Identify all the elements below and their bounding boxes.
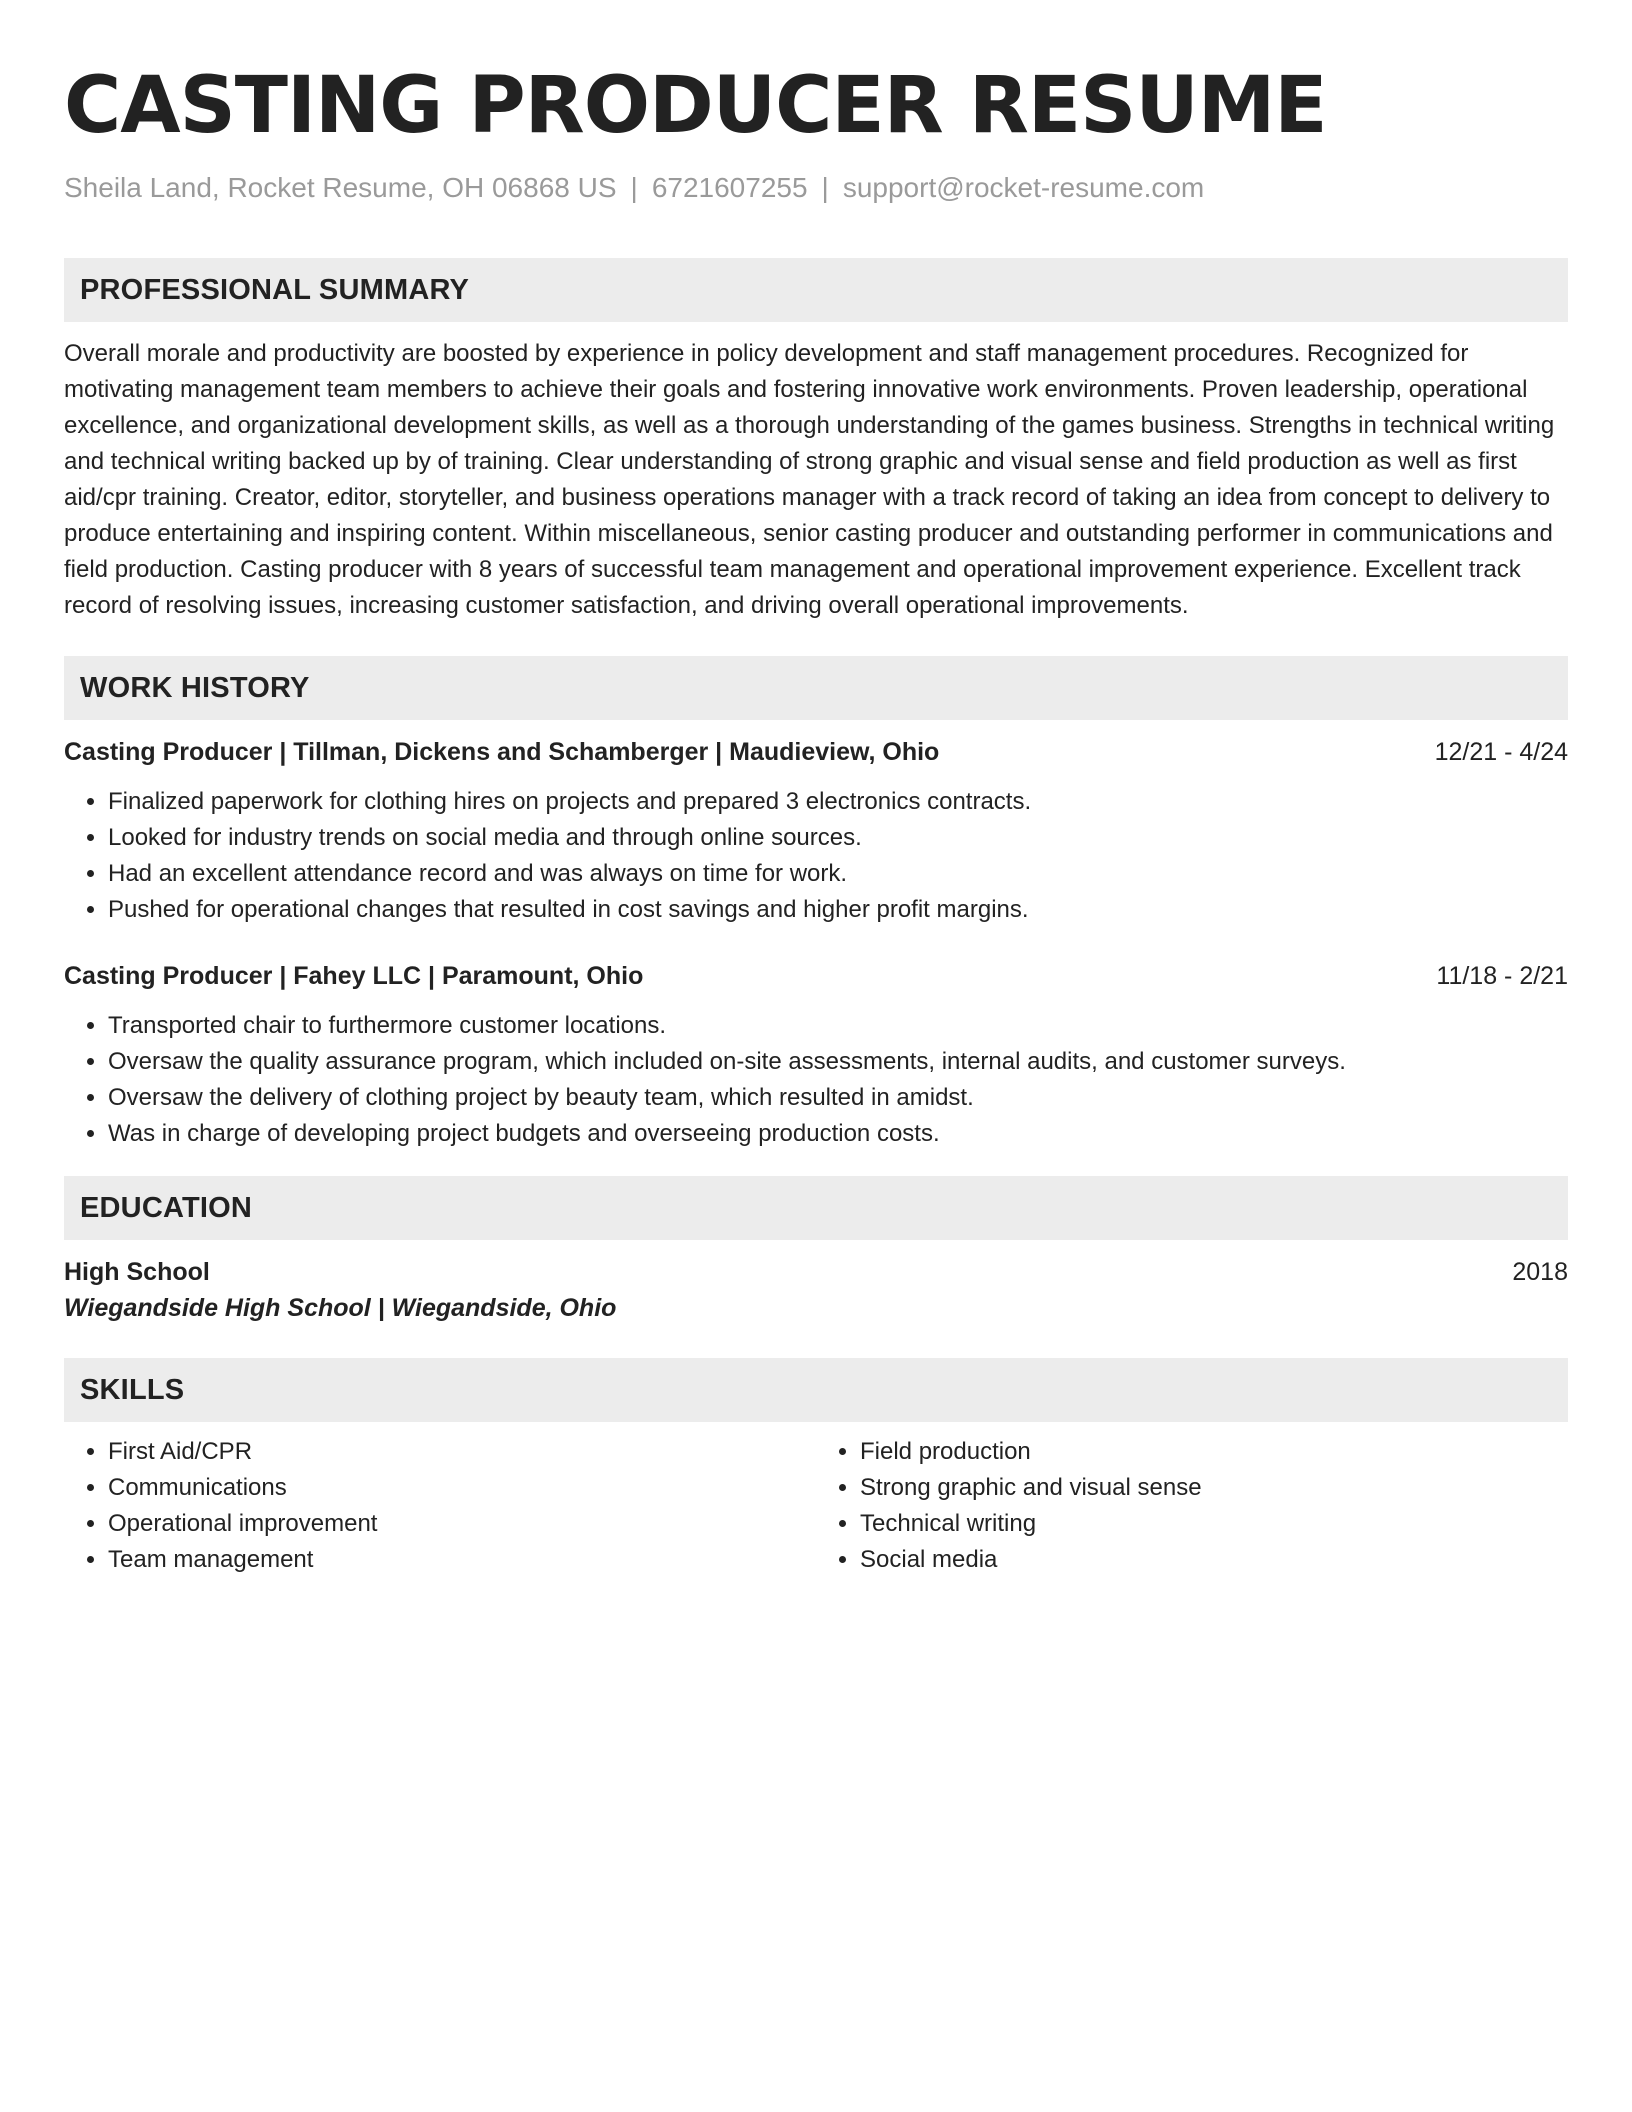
job-bullet: • Oversaw the delivery of clothing project by beauty team, which resulted in amidst. [108, 1080, 1568, 1116]
skill-item: • Field production [860, 1434, 1568, 1470]
job-dates: 12/21 - 4/24 [1434, 738, 1568, 766]
skill-item: • First Aid/CPR [108, 1434, 816, 1470]
skills-column-left [64, 1434, 816, 1578]
section-heading-skills [64, 1358, 1568, 1422]
resume-title: CASTING PRODUCER RESUME [64, 61, 1327, 151]
education-year: 2018 [1512, 1258, 1568, 1286]
contact-separator: | [821, 172, 829, 203]
job-dates: 11/18 - 2/21 [1436, 962, 1568, 990]
contact-address: Sheila Land, Rocket Resume, OH 06868 US [64, 172, 617, 203]
education-entry [64, 1254, 1568, 1326]
job-entry [64, 734, 1568, 928]
section-heading-label: PROFESSIONAL SUMMARY [80, 273, 470, 306]
education-header [64, 1254, 1568, 1290]
education-degree: High School [64, 1258, 210, 1286]
contact-phone: 6721607255 [651, 172, 808, 203]
skills-list [64, 1434, 816, 1578]
skill-item: • Technical writing [860, 1506, 1568, 1542]
job-bullets [64, 1008, 1568, 1152]
job-bullet: • Finalized paperwork for clothing hires on projects and prepared 3 electronics contracts. [108, 784, 1568, 820]
section-heading-education [64, 1176, 1568, 1240]
skill-item: • Team management [108, 1542, 816, 1578]
section-heading-label: WORK HISTORY [80, 671, 310, 704]
skills-grid [64, 1434, 1568, 1578]
job-header [64, 958, 1568, 994]
skill-item: • Communications [108, 1470, 816, 1506]
job-bullet: • Pushed for operational changes that resulted in cost savings and higher profit margins. [108, 892, 1568, 928]
skill-item: • Strong graphic and visual sense [860, 1470, 1568, 1506]
section-heading-work-history [64, 656, 1568, 720]
section-heading-label: SKILLS [80, 1373, 185, 1406]
job-bullet: • Oversaw the quality assurance program, which included on-site assessments, internal audits, and customer surveys. [108, 1044, 1568, 1080]
job-bullet: • Was in charge of developing project budgets and overseeing production costs. [108, 1116, 1568, 1152]
job-entry [64, 958, 1568, 1152]
job-bullet: • Had an excellent attendance record and was always on time for work. [108, 856, 1568, 892]
contact-email: support@rocket-resume.com [842, 172, 1205, 203]
skills-list [816, 1434, 1568, 1578]
education-school: Wiegandside High School | Wiegandside, Ohio [64, 1294, 617, 1322]
contact-separator: | [630, 172, 638, 203]
section-heading-summary [64, 258, 1568, 322]
skills-column-right [816, 1434, 1568, 1578]
section-heading-label: EDUCATION [80, 1191, 253, 1224]
skill-item: • Operational improvement [108, 1506, 816, 1542]
job-bullet: • Transported chair to furthermore customer locations. [108, 1008, 1568, 1044]
job-bullet: • Looked for industry trends on social media and through online sources. [108, 820, 1568, 856]
contact-line [64, 170, 1568, 206]
job-header [64, 734, 1568, 770]
skill-item: • Social media [860, 1542, 1568, 1578]
job-title: Casting Producer | Tillman, Dickens and Schamberger | Maudieview, Ohio [64, 738, 940, 766]
job-bullets [64, 784, 1568, 928]
summary-paragraph: Overall morale and productivity are boosted by experience in policy development and staff management procedures. Recognized for motivating management team members to achieve their goals and fostering innovative work environments. Proven leadership, operational excellence, and organizational development skills, as well as a thorough understanding of the games business. Strengths in technical writing and technical writing backed up by of training. Clear understanding of strong graphic and visual sense and field production as well as first aid/cpr training. Creator, editor, storyteller, and business operations manager with a track record of taking an idea from concept to delivery to produce entertaining and inspiring content. Within miscellaneous, senior casting producer and outstanding performer in communications and field production. Casting producer with 8 years of successful team management and operational improvement experience. Excellent track record of resolving issues, increasing customer satisfaction, and driving overall operational improvements. [64, 340, 1555, 619]
job-title: Casting Producer | Fahey LLC | Paramount, Ohio [64, 962, 644, 990]
